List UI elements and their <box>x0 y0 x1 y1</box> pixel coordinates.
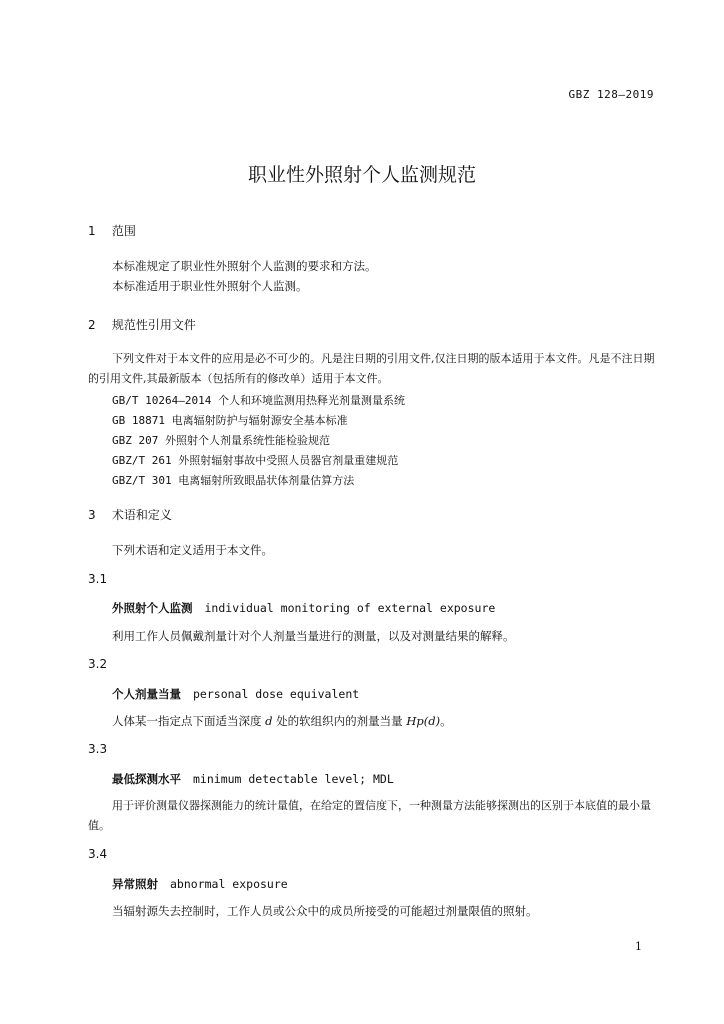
term-heading <box>112 600 495 616</box>
section-heading <box>88 316 196 333</box>
paragraph: 本标准适用于职业性外照射个人监测。 <box>112 279 308 293</box>
section-number: 3 <box>88 508 96 522</box>
reference-item: GBZ/T 301 电离辐射所致眼晶状体剂量估算方法 <box>112 474 355 487</box>
symbol-hp: Hp(d) <box>406 714 441 728</box>
term-definition: 用于评价测量仪器探测能力的统计量值，在给定的置信度下，一种测量方法能够探测出的区别于本底值的最小量值。 <box>88 799 651 832</box>
paragraph: 下列术语和定义适用于本文件。 <box>112 543 273 557</box>
term-en: personal dose equivalent <box>193 687 360 701</box>
document-title: 职业性外照射个人监测规范 <box>247 164 476 186</box>
section-number: 2 <box>88 318 96 332</box>
term-en: individual monitoring of external exposure <box>204 601 496 615</box>
section-number: 1 <box>88 224 96 238</box>
term-heading <box>112 771 394 787</box>
document-code: GBZ 128—2019 <box>568 88 654 101</box>
definition-text: 人体某一指定点下面适当深度 <box>112 714 266 728</box>
term-number: 3.3 <box>88 742 108 756</box>
page-number: 1 <box>635 940 642 953</box>
term-definition: 当辐射源失去控制时，工作人员或公众中的成员所接受的可能超过剂量限值的照射。 <box>112 904 538 918</box>
term-zh: 异常照射 <box>112 877 158 891</box>
section-title: 术语和定义 <box>111 508 172 522</box>
reference-item: GBZ/T 261 外照射辐射事故中受照人员器官剂量重建规范 <box>112 454 399 467</box>
term-heading <box>112 876 288 892</box>
reference-item: GB 18871 电离辐射防护与辐射源安全基本标准 <box>112 414 348 427</box>
term-heading <box>112 686 359 702</box>
definition-text: 。 <box>440 714 452 728</box>
section-heading <box>88 222 136 239</box>
term-zh: 个人剂量当量 <box>112 687 181 701</box>
term-number: 3.2 <box>88 657 108 671</box>
term-zh: 外照射个人监测 <box>112 601 193 615</box>
section-title: 范围 <box>111 224 136 238</box>
paragraph: 本标准规定了职业性外照射个人监测的要求和方法。 <box>112 259 377 273</box>
term-zh: 最低探测水平 <box>112 772 181 786</box>
section-heading <box>88 506 172 523</box>
reference-item: GBZ 207 外照射个人剂量系统性能检验规范 <box>112 434 330 447</box>
term-en: minimum detectable level; MDL <box>193 772 394 786</box>
reference-item: GB/T 10264—2014 个人和环境监测用热释光剂量测量系统 <box>112 394 405 407</box>
definition-text: 处的软组织内的剂量当量 <box>272 714 407 728</box>
term-definition <box>112 713 452 729</box>
term-number: 3.4 <box>88 847 108 861</box>
term-definition: 利用工作人员佩戴剂量计对个人剂量当量进行的测量，以及对测量结果的解释。 <box>112 629 515 643</box>
paragraph: 下列文件对于本文件的应用是必不可少的。凡是注日期的引用文件,仅注日期的版本适用于本文件。凡是不注日期的引用文件,其最新版本（包括所有的修改单）适用于本文件。 <box>88 352 655 385</box>
term-number: 3.1 <box>88 572 108 586</box>
section-title: 规范性引用文件 <box>111 318 196 332</box>
term-en: abnormal exposure <box>170 877 288 891</box>
variable-d: d <box>265 714 273 728</box>
